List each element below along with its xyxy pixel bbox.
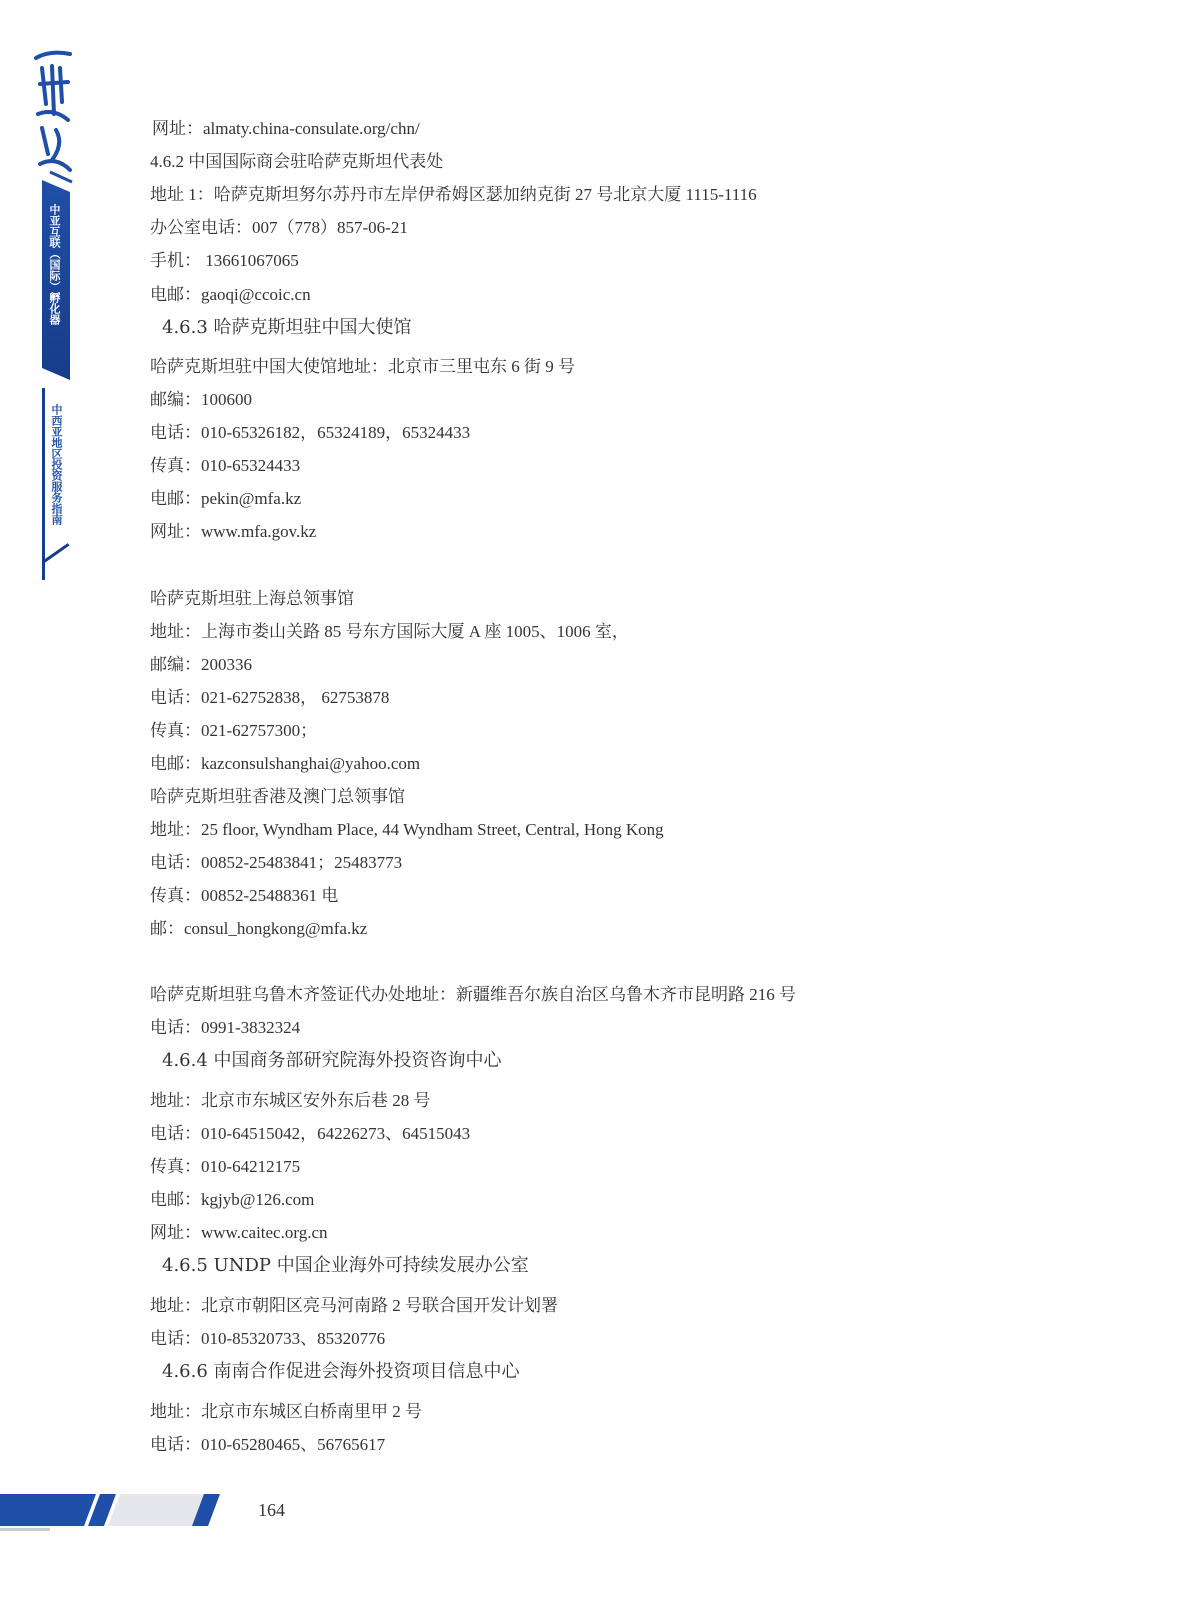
document-line: 地址 1：哈萨克斯坦努尔苏丹市左岸伊希姆区瑟加纳克街 27 号北京大厦 1115-1116 (150, 185, 757, 204)
document-line: 网址：www.mfa.gov.kz (150, 522, 317, 541)
section-heading: 4.6.6 南南合作促进会海外投资项目信息中心 (162, 1361, 520, 1382)
section-heading: 4.6.4 中国商务部研究院海外投资咨询中心 (162, 1050, 502, 1071)
document-line: 传真：021-62757300； (150, 721, 318, 740)
document-line: 电话：010-64515042，64226273、64515043 (150, 1124, 471, 1143)
page-number: 164 (258, 1500, 285, 1520)
document-line: 哈萨克斯坦驻中国大使馆地址：北京市三里屯东 6 街 9 号 (150, 357, 575, 376)
document-line: 网址：www.caitec.org.cn (150, 1223, 328, 1242)
document-line: 地址：上海市娄山关路 85 号东方国际大厦 A 座 1005、1006 室， (150, 622, 629, 641)
document-line: 邮：consul_hongkong@mfa.kz (150, 919, 368, 938)
document-line: 4.6.2 中国国际商会驻哈萨克斯坦代表处 (150, 152, 444, 171)
sidebar-title-bottom: 中西亚地区投资服务指南 (50, 404, 63, 525)
document-line: 电话：021-62752838， 62753878 (150, 688, 390, 707)
document-line: 电邮：kazconsulshanghai@yahoo.com (150, 754, 421, 773)
document-line: 邮编：100600 (150, 390, 252, 409)
section-heading: 4.6.3 哈萨克斯坦驻中国大使馆 (162, 317, 412, 338)
document-line: 地址：北京市东城区安外东后巷 28 号 (150, 1091, 431, 1110)
document-line: 哈萨克斯坦驻香港及澳门总领事馆 (150, 787, 405, 806)
belt-road-logo (30, 44, 78, 184)
document-line: 电话：00852-25483841；25483773 (150, 853, 403, 872)
document-line: 电话：010-65280465、56765617 (150, 1435, 386, 1454)
document-line: 地址：25 floor, Wyndham Place, 44 Wyndham Street, Central, Hong Kong (150, 820, 664, 839)
document-line: 地址：北京市朝阳区亮马河南路 2 号联合国开发计划署 (150, 1296, 558, 1315)
document-line: 电话：010-85320733、85320776 (150, 1329, 386, 1348)
document-line: 电话：0991-3832324 (150, 1018, 301, 1037)
document-line: 电话：010-65326182，65324189，65324433 (150, 423, 471, 442)
sidebar-title-top: 中亚互联（国际）孵化器 (48, 204, 61, 325)
document-line: 传真：00852-25488361 电 (150, 886, 339, 905)
document-line: 哈萨克斯坦驻乌鲁木齐签证代办处地址：新疆维吾尔族自治区乌鲁木齐市昆明路 216 号 (150, 985, 796, 1004)
document-line: 网址：almaty.china-consulate.org/chn/ (152, 119, 420, 138)
document-line: 电邮：pekin@mfa.kz (150, 489, 302, 508)
document-line: 电邮：kgjyb@126.com (150, 1190, 315, 1209)
document-line: 手机： 13661067065 (150, 251, 299, 270)
document-line: 邮编：200336 (150, 655, 252, 674)
footer-stripes (0, 1486, 230, 1534)
document-line: 地址：北京市东城区白桥南里甲 2 号 (150, 1402, 422, 1421)
document-line: 办公室电话：007（778）857-06-21 (150, 218, 408, 237)
document-line: 哈萨克斯坦驻上海总领事馆 (150, 589, 354, 608)
document-line: 电邮：gaoqi@ccoic.cn (150, 285, 311, 304)
document-line: 传真：010-65324433 (150, 456, 301, 475)
document-line: 传真：010-64212175 (150, 1157, 301, 1176)
section-heading: 4.6.5 UNDP 中国企业海外可持续发展办公室 (162, 1255, 529, 1276)
